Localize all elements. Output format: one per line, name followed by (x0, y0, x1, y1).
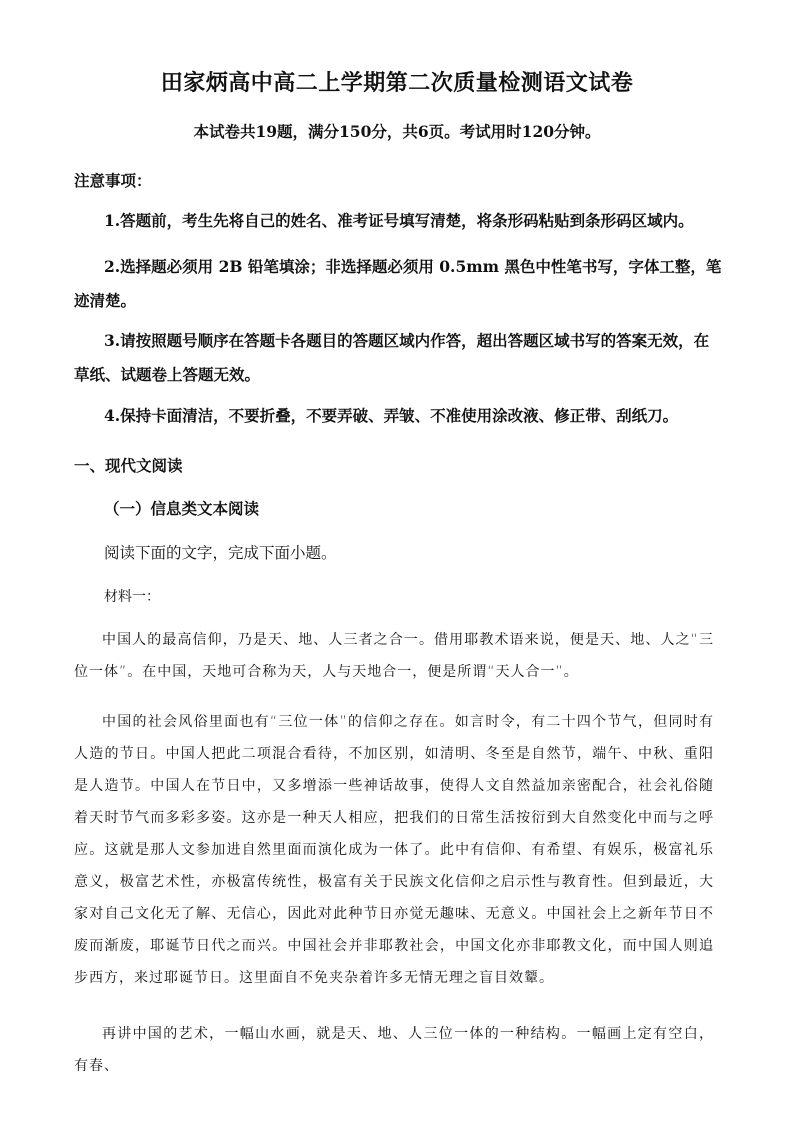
material-paragraph-1: 中国人的最高信仰，乃是天、地、人三者之合一。借用耶教术语来说，便是天、地、人之“三位一体”。在中国，天地可合称为天，人与天地合一，便是所谓“天人合一”。 (74, 632, 714, 680)
notice-item-4: 4.保持卡面清洁，不要折叠，不要弄破、弄皱、不准使用涂改液、修正带、刮纸刀。 (104, 406, 679, 425)
subsection-heading: （一）信息类文本阅读 (104, 499, 260, 518)
reading-instruction: 阅读下面的文字，完成下面小题。 (104, 544, 337, 562)
exam-subtitle: 本试卷共19题，满分150分，共6页。考试用时120分钟。 (193, 122, 601, 141)
notice-item-2: 2.选择题必须用 2B 铅笔填涂；非选择题必须用 0.5mm 黑色中性笔书写，字体工整，笔迹清楚。 (74, 257, 722, 310)
exam-title: 田家炳高中高二上学期第二次质量检测语文试卷 (160, 70, 634, 96)
notice-heading: 注意事项： (74, 171, 152, 190)
notice-item-1: 1.答题前，考生先将自己的姓名、准考证号填写清楚，将条形码粘贴到条形码区域内。 (104, 211, 694, 230)
notice-item-3: 3.请按照题号顺序在答题卡各题目的答题区域内作答，超出答题区域书写的答案无效，在草纸、试题卷上答题无效。 (74, 331, 710, 384)
material-label: 材料一： (104, 589, 160, 605)
material-paragraph-2: 中国的社会风俗里面也有“三位一体”的信仰之存在。如言时令，有二十四个节气，但同时有人造的节日。中国人把此二项混合看待，不加区别，如清明、冬至是自然节，端午、中秋、重阳是人造节。中国人在节日中，又多增添一些神话故事，使得人文自然益加亲密配合，社会礼俗随着天时节气而多彩多姿。这亦是一种天人相应，把我们的日常生活按衍到大自然变化中而与之呼应。这就是那人文参加进自然里面而演化成为一体了。此中有信仰、有希望、有娱乐，极富礼乐意义，极富艺术性，亦极富传统性，极富有关于民族文化信仰之启示性与教育性。但到最近，大家对自己文化无了解、无信心，因此对此种节日亦觉无趣味、无意义。中国社会上之新年节日不废而渐废，耶诞节日代之而兴。中国社会并非耶教社会，中国文化亦非耶教文化，而中国人则追步西方，来过耶诞节日。这里面自不免夹杂着许多无情无理之盲目效颦。 (74, 714, 714, 986)
material-paragraph-3: 再讲中国的艺术，一幅山水画，就是天、地、人三位一体的一种结构。一幅画上定有空白，有春、 (74, 1026, 714, 1074)
section-heading: 一、现代文阅读 (74, 456, 183, 475)
